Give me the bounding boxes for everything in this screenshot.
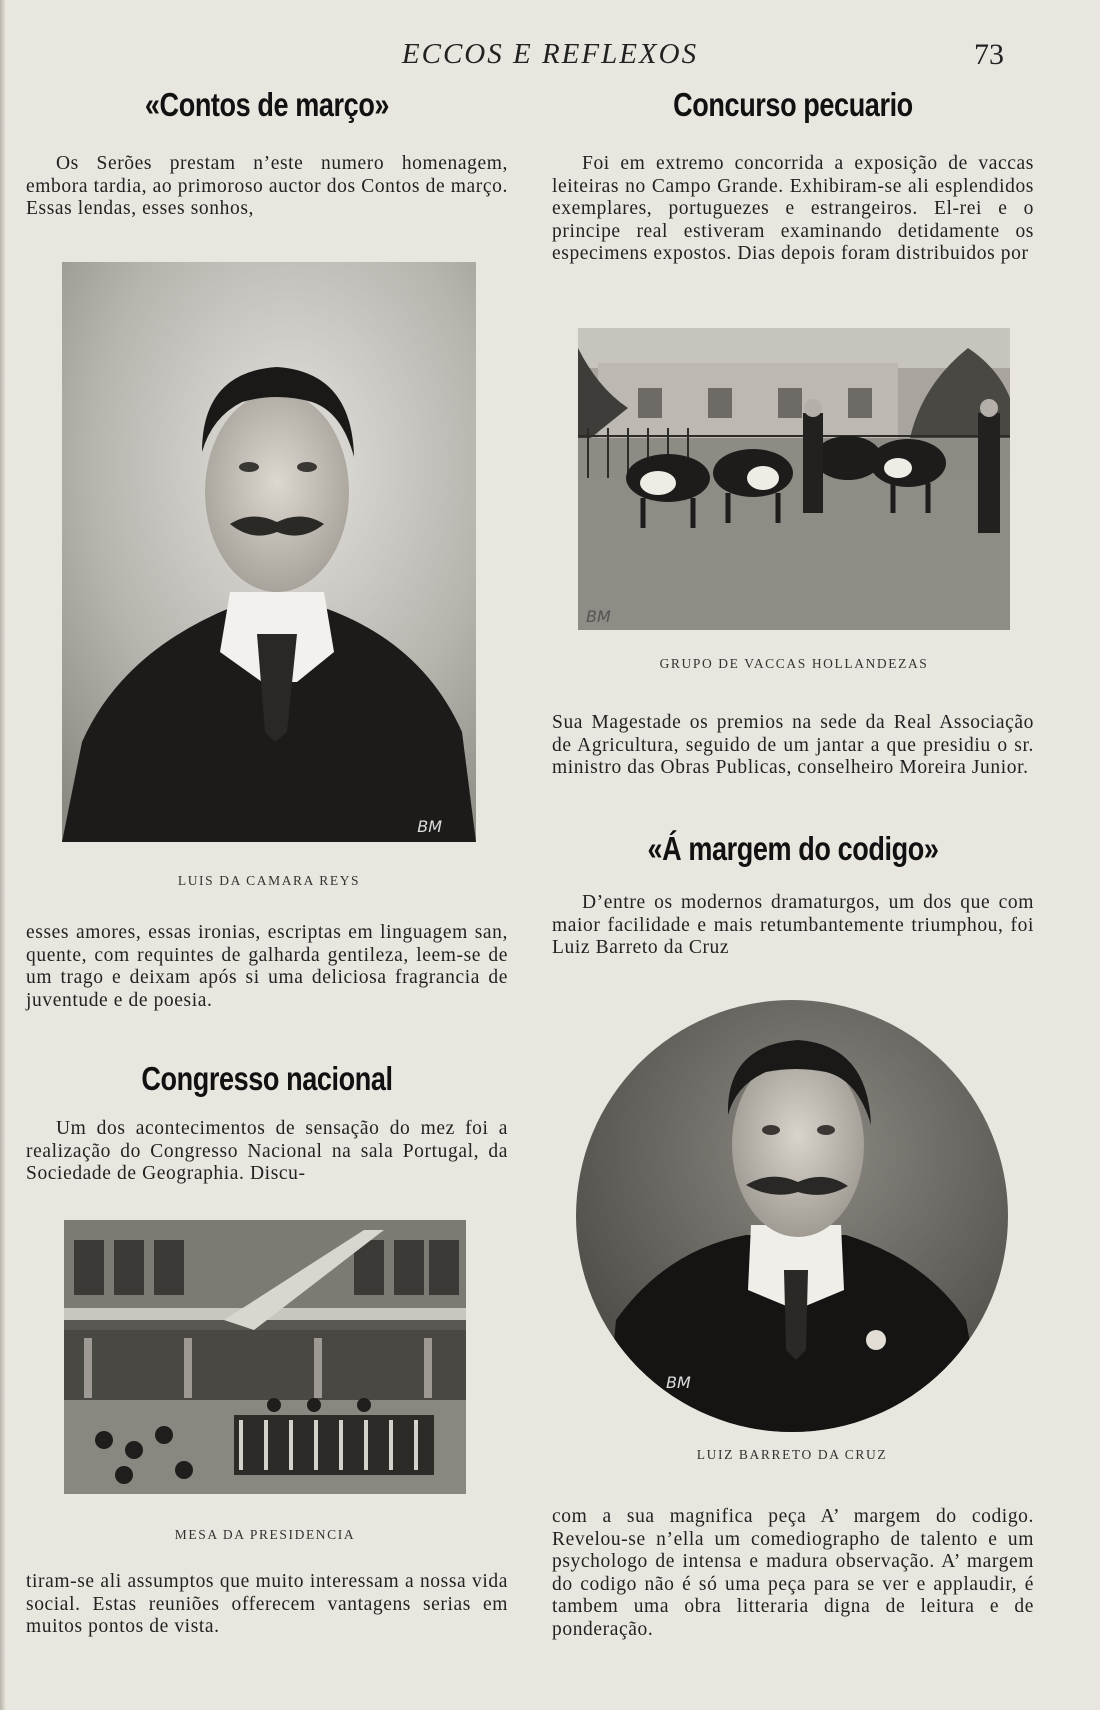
concurso-paragraph-1: Foi em extremo concorrida a exposição de vaccas leiteiras no Campo Grande. Exhibiram-se ali esplendidos exemplares, portuguezes e estrangeiros. El-rei e o principe real estiveram examinando detidamente os especimens expostos. Dias depois foram distribuidos por — [552, 153, 1034, 265]
portrait-image — [62, 262, 476, 842]
photographer-mark: BM — [586, 607, 611, 626]
caption-mesa-da-presidencia: MESA DA PRESIDENCIA — [174, 1527, 356, 1542]
concurso-paragraph-2: Sua Magestade os premios na sede da Real Associação de Agricultura, seguido de um jantar a que presidiu o sr. ministro das Obras Publicas, conselheiro Moreira Junior. — [552, 712, 1034, 779]
photographer-mark: BM — [666, 1373, 691, 1392]
photo-grupo-de-vaccas — [578, 328, 1010, 630]
heading-concurso-pecuario: Concurso pecuario — [673, 86, 913, 123]
margem-paragraph-1: D’entre os modernos dramaturgos, um dos que com maior facilidade e mais retumbantemente triumphou, foi Luiz Barreto da Cruz — [552, 892, 1034, 959]
heading-contos-de-marco: «Contos de março» — [144, 86, 390, 123]
assembly-hall-image — [64, 1220, 466, 1494]
cattle-image — [578, 328, 1010, 630]
page-spine-shadow — [0, 0, 6, 1710]
contos-paragraph-2: esses amores, essas ironias, escriptas em linguagem san, quente, com requintes de galharda gentileza, leem-se de um trago e deixam após si uma deliciosa fragrancia de juventude e de poesia. — [26, 922, 508, 1011]
page-number: 73 — [974, 38, 1004, 71]
caption-luis-da-camara-reys: LUIS DA CAMARA REYS — [177, 873, 361, 888]
congresso-paragraph-1: Um dos acontecimentos de sensação do mez foi a realização do Congresso Nacional na sala Portugal, da Sociedade de Geographia. Discu- — [26, 1118, 508, 1185]
oval-portrait-image — [576, 1000, 1008, 1432]
portrait-luiz-barreto-da-cruz — [576, 1000, 1008, 1432]
photographer-mark: BM — [417, 817, 442, 836]
margem-paragraph-2: com a sua magnifica peça A’ margem do codigo. Revelou-se n’ella um comediographo de talento e um psychologo de intensa e madura observação. A’ margem do codigo não é só uma peça para se ver e applaudir, é tambem uma obra litteraria digna de leitura e de ponderação. — [552, 1506, 1034, 1640]
portrait-luis-da-camara-reys — [62, 262, 476, 842]
heading-congresso-nacional: Congresso nacional — [141, 1060, 393, 1097]
caption-luiz-barreto-da-cruz: LUIZ BARRETO DA CRUZ — [696, 1447, 888, 1462]
caption-grupo-de-vaccas: GRUPO DE VACCAS HOLLANDEZAS — [659, 656, 929, 671]
heading-a-margem-do-codigo: «Á margem do codigo» — [647, 830, 939, 867]
contos-paragraph-1: Os Serões prestam n’este numero homenagem, embora tardia, ao primoroso auctor dos Contos de março. Essas lendas, esses sonhos, — [26, 153, 508, 220]
photo-mesa-da-presidencia — [64, 1220, 466, 1494]
congresso-paragraph-2: tiram-se ali assumptos que muito interessam a nossa vida social. Estas reuniões offerecem vantagens serias em muitos pontos de vista. — [26, 1571, 508, 1638]
running-title: ECCOS E REFLEXOS — [401, 38, 699, 70]
